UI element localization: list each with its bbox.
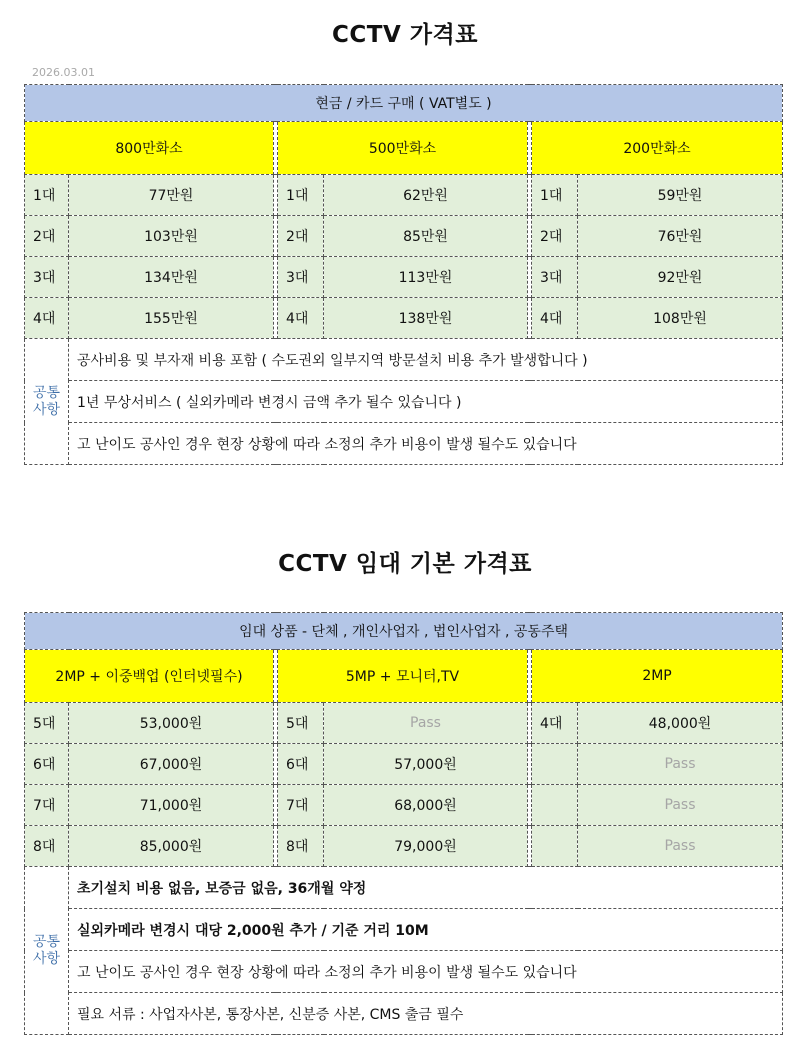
quantity-cell — [532, 826, 578, 867]
quantity-cell — [532, 744, 578, 785]
price-cell: 108만원 — [578, 298, 783, 339]
category-2mp-backup: 2MP + 이중백업 (인터넷필수) — [25, 650, 274, 703]
price-cell: 76만원 — [578, 216, 783, 257]
common-notes-label: 공통 사항 — [25, 339, 69, 465]
category-5mp: 500만화소 — [278, 122, 528, 175]
table-row — [25, 744, 783, 785]
price-cell: 48,000원 — [578, 703, 783, 744]
note-item: 고 난이도 공사인 경우 현장 상황에 따라 소정의 추가 비용이 발생 될수도 있습니다 — [69, 951, 783, 993]
quantity-cell: 1대 — [278, 175, 324, 216]
price-cell: 103만원 — [69, 216, 274, 257]
quantity-cell: 5대 — [278, 703, 324, 744]
price-cell: 79,000원 — [324, 826, 528, 867]
date-label: 2026.03.01 — [32, 66, 95, 79]
price-cell: 155만원 — [69, 298, 274, 339]
price-cell: 113만원 — [324, 257, 528, 298]
purchase-price-table — [24, 84, 783, 465]
quantity-cell: 7대 — [25, 785, 69, 826]
price-cell: 59만원 — [578, 175, 783, 216]
table-row — [25, 703, 783, 744]
note-item: 공사비용 및 부자재 비용 포함 ( 수도권외 일부지역 방문설치 비용 추가 발생합니다 ) — [69, 339, 783, 381]
price-cell: 67,000원 — [69, 744, 274, 785]
price-cell: 71,000원 — [69, 785, 274, 826]
category-8mp: 800만화소 — [25, 122, 274, 175]
category-2mp: 2MP — [532, 650, 783, 703]
price-cell: Pass — [578, 826, 783, 867]
page-title: CCTV 가격표 — [332, 22, 478, 48]
price-cell: 85,000원 — [69, 826, 274, 867]
table-row — [25, 216, 783, 257]
table-row — [25, 826, 783, 867]
note-item: 실외카메라 변경시 대당 2,000원 추가 / 기준 거리 10M — [69, 909, 783, 951]
price-cell: 53,000원 — [69, 703, 274, 744]
quantity-cell: 4대 — [25, 298, 69, 339]
quantity-cell: 3대 — [278, 257, 324, 298]
price-cell: 85만원 — [324, 216, 528, 257]
note-item: 초기설치 비용 없음, 보증금 없음, 36개월 약정 — [69, 867, 783, 909]
quantity-cell: 2대 — [278, 216, 324, 257]
quantity-cell: 8대 — [278, 826, 324, 867]
table-row — [25, 175, 783, 216]
price-cell: 68,000원 — [324, 785, 528, 826]
category-2mp: 200만화소 — [532, 122, 783, 175]
quantity-cell: 3대 — [25, 257, 69, 298]
table-row — [25, 257, 783, 298]
quantity-cell: 7대 — [278, 785, 324, 826]
note-item: 필요 서류 : 사업자사본, 통장사본, 신분증 사본, CMS 출금 필수 — [69, 993, 783, 1035]
price-cell: 92만원 — [578, 257, 783, 298]
rental-price-table — [24, 612, 783, 1035]
quantity-cell: 6대 — [25, 744, 69, 785]
quantity-cell: 2대 — [25, 216, 69, 257]
common-notes-label: 공통 사항 — [25, 867, 69, 1035]
table-header: 임대 상품 - 단체 , 개인사업자 , 법인사업자 , 공동주택 — [25, 613, 783, 650]
category-5mp-monitor: 5MP + 모니터,TV — [278, 650, 528, 703]
quantity-cell: 8대 — [25, 826, 69, 867]
quantity-cell: 4대 — [532, 703, 578, 744]
table-row — [25, 785, 783, 826]
quantity-cell: 2대 — [532, 216, 578, 257]
rental-title: CCTV 임대 기본 가격표 — [278, 551, 532, 577]
price-cell: Pass — [578, 744, 783, 785]
table-header: 현금 / 카드 구매 ( VAT별도 ) — [25, 85, 783, 122]
price-cell: Pass — [578, 785, 783, 826]
quantity-cell: 5대 — [25, 703, 69, 744]
price-cell: 57,000원 — [324, 744, 528, 785]
price-cell: Pass — [324, 703, 528, 744]
quantity-cell: 1대 — [532, 175, 578, 216]
quantity-cell: 1대 — [25, 175, 69, 216]
quantity-cell: 3대 — [532, 257, 578, 298]
price-cell: 62만원 — [324, 175, 528, 216]
price-cell: 138만원 — [324, 298, 528, 339]
price-cell: 77만원 — [69, 175, 274, 216]
table-row — [25, 298, 783, 339]
quantity-cell: 4대 — [278, 298, 324, 339]
quantity-cell: 6대 — [278, 744, 324, 785]
price-cell: 134만원 — [69, 257, 274, 298]
quantity-cell: 4대 — [532, 298, 578, 339]
quantity-cell — [532, 785, 578, 826]
note-item: 1년 무상서비스 ( 실외카메라 변경시 금액 추가 될수 있습니다 ) — [69, 381, 783, 423]
note-item: 고 난이도 공사인 경우 현장 상황에 따라 소정의 추가 비용이 발생 될수도 있습니다 — [69, 423, 783, 465]
